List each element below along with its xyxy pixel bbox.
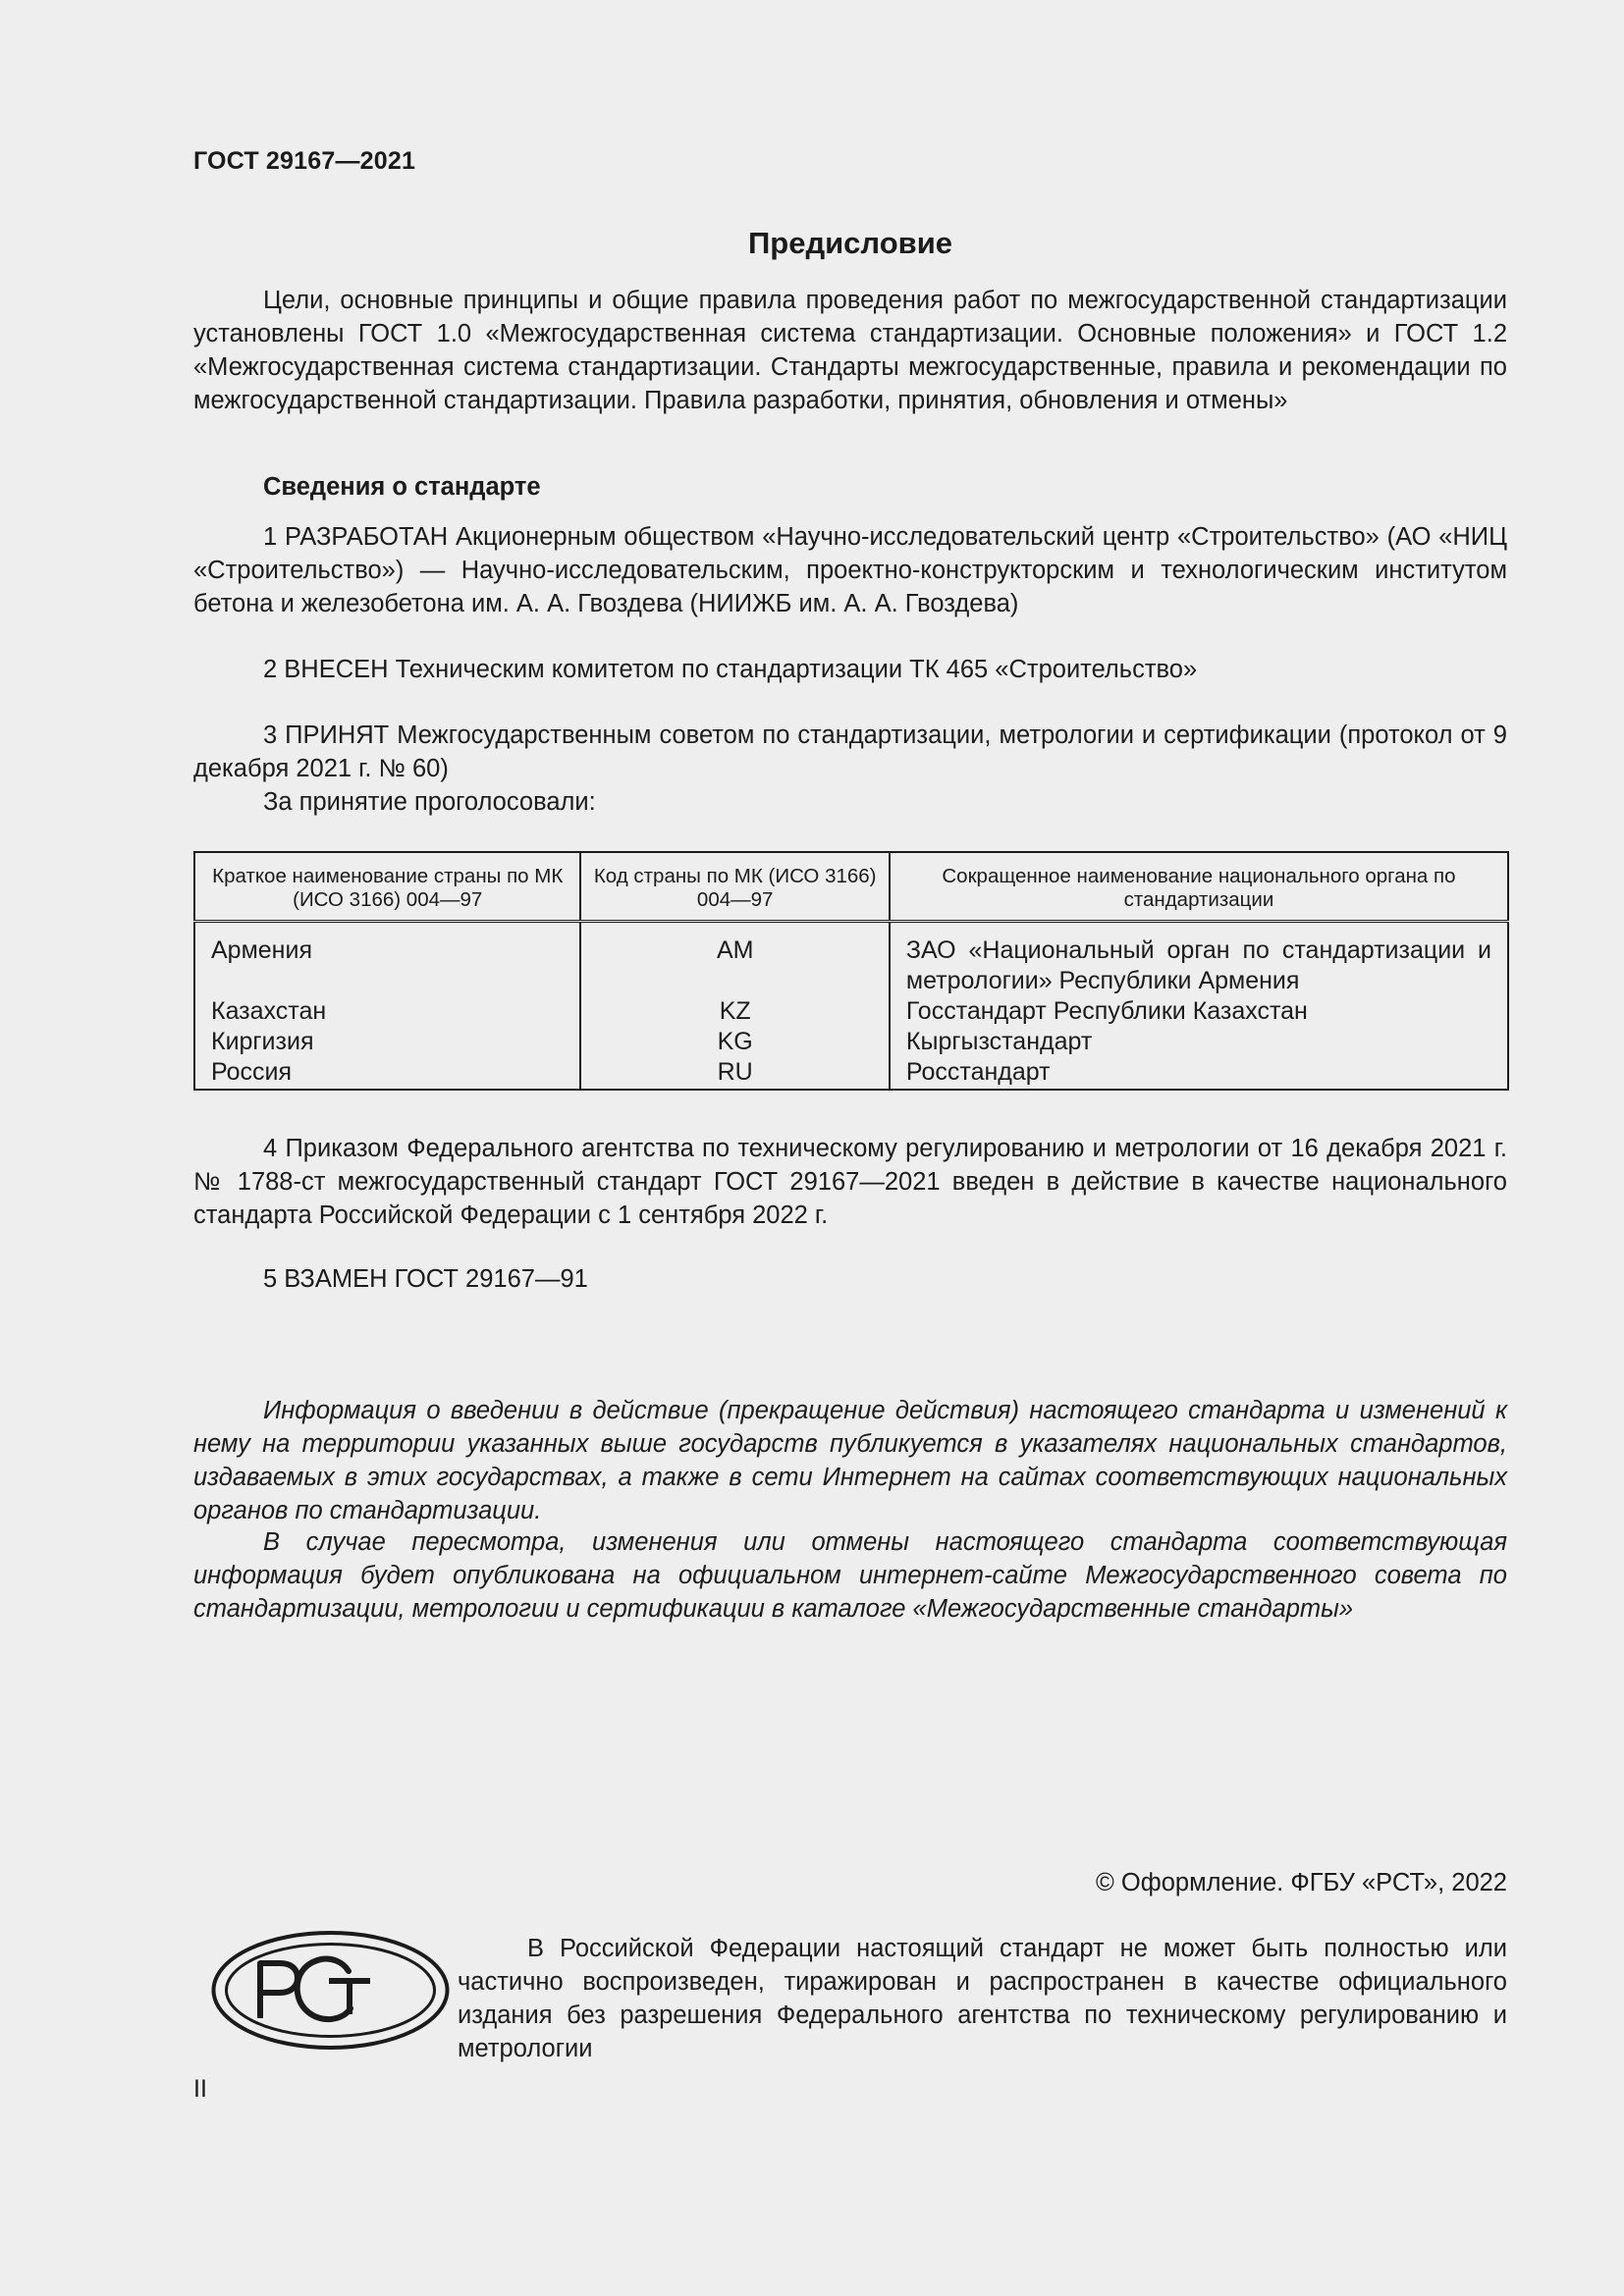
table-row	[194, 1057, 1508, 1090]
code-cell: KZ	[580, 996, 889, 1027]
item-1-text: 1 РАЗРАБОТАН Акционерным обществом «Научно-исследовательский центр «Строительство» (АО «НИЦ «Строительство») — Научно-исследовательским, проектно-конструкторским и технологическим институтом бетона и железобетона им. А. А. Гвоздева (НИИЖБ им. А. А. Гвоздева)	[193, 523, 1507, 617]
document-id-header: ГОСТ 29167—2021	[193, 147, 416, 175]
country-cell: Россия	[194, 1057, 580, 1090]
table-row	[194, 922, 1508, 997]
copyright-line: © Оформление. ФГБУ «РСТ», 2022	[1096, 1869, 1507, 1896]
national-body-cell: ЗАО «Национальный орган по стандартизации и метрологии» Республики Армения	[890, 922, 1508, 997]
national-body-cell: Госстандарт Республики Казахстан	[890, 996, 1508, 1027]
item-4-text: 4 Приказом Федерального агентства по техническому регулированию и метрологии от 16 декабря 2021 г. № 1788-ст межгосударственный стандарт ГОСТ 29167—2021 введен в действие в качестве национального стандарта Российской Федерации с 1 сентября 2022 г.	[193, 1135, 1507, 1229]
country-cell: Казахстан	[194, 996, 580, 1027]
info-notice-paragraph-1	[193, 1394, 1507, 1527]
item-3-paragraph	[193, 719, 1507, 819]
country-cell: Армения	[194, 922, 580, 997]
item-2-paragraph	[193, 653, 1507, 686]
header-country: Краткое наименование страны по МК (ИСО 3166) 004—97	[194, 852, 580, 922]
reproduction-notice	[458, 1932, 1507, 2065]
standard-info-heading: Сведения о стандарте	[263, 473, 541, 501]
code-cell: AM	[580, 922, 889, 997]
voting-table-header	[194, 852, 1508, 922]
item-3-text: 3 ПРИНЯТ Межгосударственным советом по стандартизации, метрологии и сертификации (протокол от 9 декабря 2021 г. № 60)	[193, 721, 1507, 782]
header-code: Код страны по МК (ИСО 3166) 004—97	[580, 852, 889, 922]
rst-logo	[211, 1930, 450, 2051]
page-number: II	[193, 2075, 207, 2103]
item-2-text: 2 ВНЕСЕН Техническим комитетом по стандартизации ТК 465 «Строительство»	[263, 656, 1198, 683]
code-cell: KG	[580, 1027, 889, 1057]
national-body-cell: Росстандарт	[890, 1057, 1508, 1090]
table-row	[194, 1027, 1508, 1057]
table-row	[194, 996, 1508, 1027]
header-national-body: Сокращенное наименование национального органа по стандартизации	[890, 852, 1508, 922]
info-notice-text-2: В случае пересмотра, изменения или отмены настоящего стандарта соответствующая информация будет опубликована на официальном интернет-сайте Межгосударственного совета по стандартизации, метрологии и сертификации в каталоге «Межгосударственные стандарты»	[193, 1528, 1507, 1623]
rst-logo-icon	[211, 1930, 450, 2051]
code-cell: RU	[580, 1057, 889, 1090]
preface-intro-paragraph	[193, 284, 1507, 417]
reproduction-notice-text: В Российской Федерации настоящий стандарт не может быть полностью или частично воспроизведен, тиражирован и распространен в качестве официального издания без разрешения Федерального агентства по техническому регулированию и метрологии	[458, 1935, 1507, 2062]
item-4-paragraph	[193, 1132, 1507, 1232]
country-cell: Киргизия	[194, 1027, 580, 1057]
preface-intro-text: Цели, основные принципы и общие правила проведения работ по межгосударственной стандартизации установлены ГОСТ 1.0 «Межгосударственная система стандартизации. Основные положения» и ГОСТ 1.2 «Межгосударственная система стандартизации. Стандарты межгосударственные, правила и рекомендации по межгосударственной стандартизации. Правила разработки, принятия, обновления и отмены»	[193, 287, 1507, 414]
info-notice-paragraph-2	[193, 1525, 1507, 1626]
item-1-paragraph	[193, 520, 1507, 620]
voting-table	[193, 851, 1509, 1091]
item-5-text: 5 ВЗАМЕН ГОСТ 29167—91	[263, 1265, 588, 1293]
item-5-paragraph	[193, 1262, 1507, 1296]
preface-title: Предисловие	[747, 226, 952, 260]
national-body-cell: Кыргызстандарт	[890, 1027, 1508, 1057]
voted-label: За принятие проголосовали:	[263, 788, 596, 816]
info-notice-text-1: Информация о введении в действие (прекращение действия) настоящего стандарта и изменений к нему на территории указанных выше государств публикуется в указателях национальных стандартов, издаваемых в этих государствах, а также в сети Интернет на сайтах соответствующих национальных органов по стандартизации.	[193, 1397, 1507, 1524]
